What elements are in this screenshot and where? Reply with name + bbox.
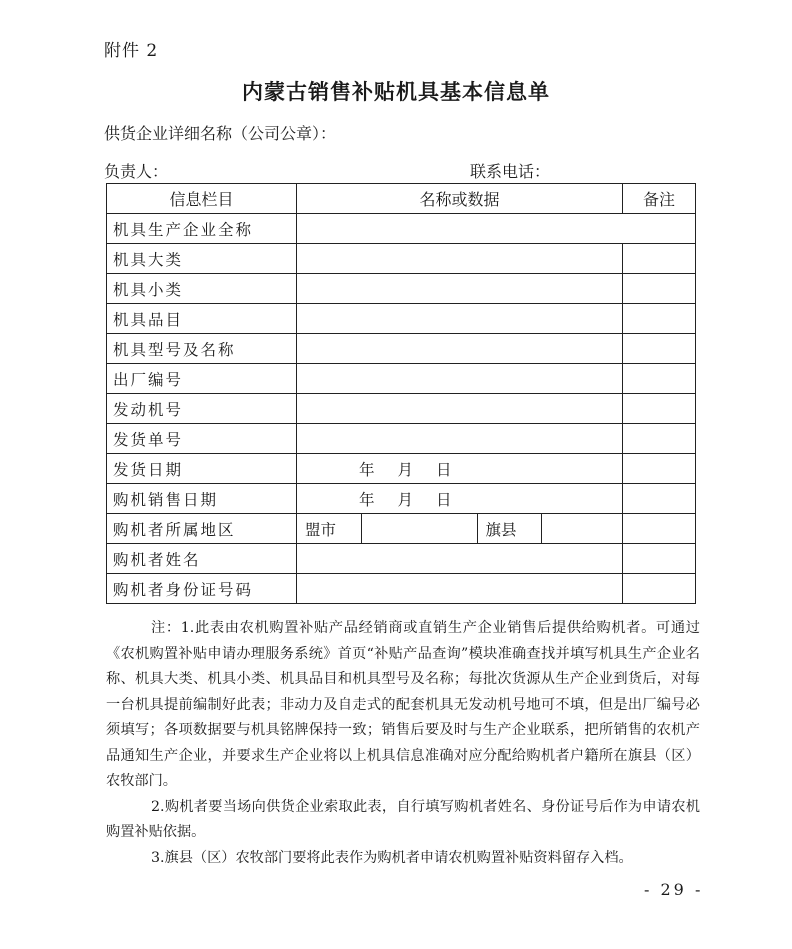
ship-date-field[interactable] bbox=[297, 454, 623, 484]
region-cell bbox=[297, 514, 623, 544]
row-label: 购机者所属地区 bbox=[107, 514, 297, 544]
value-cell[interactable] bbox=[297, 274, 623, 304]
row-label: 出厂编号 bbox=[107, 364, 297, 394]
table-row bbox=[107, 364, 696, 394]
header-info-column: 信息栏目 bbox=[107, 184, 297, 214]
table-row bbox=[107, 274, 696, 304]
table-row bbox=[107, 424, 696, 454]
value-cell[interactable] bbox=[297, 424, 623, 454]
value-cell[interactable] bbox=[297, 364, 623, 394]
table-row bbox=[107, 244, 696, 274]
value-cell[interactable] bbox=[297, 574, 623, 604]
day-label: 日 bbox=[436, 460, 453, 479]
value-cell[interactable] bbox=[297, 394, 623, 424]
remark-cell[interactable] bbox=[623, 484, 696, 514]
remark-cell[interactable] bbox=[623, 394, 696, 424]
day-label: 日 bbox=[436, 490, 453, 509]
month-label: 月 bbox=[397, 490, 415, 509]
table-row bbox=[107, 214, 696, 244]
row-label: 购机者身份证号码 bbox=[107, 574, 297, 604]
row-label: 发货单号 bbox=[107, 424, 297, 454]
table-row bbox=[107, 394, 696, 424]
remark-cell[interactable] bbox=[623, 574, 696, 604]
page-number: - 29 - bbox=[644, 880, 704, 899]
header-remark-column: 备注 bbox=[623, 184, 696, 214]
table-row bbox=[107, 334, 696, 364]
row-label: 机具品目 bbox=[107, 304, 297, 334]
banner-county-label: 旗县 bbox=[477, 514, 541, 543]
league-city-label: 盟市 bbox=[297, 514, 361, 543]
note-1: 注：1.此表由农机购置补贴产品经销商或直销生产企业销售后提供给购机者。可通过《农机购置补贴申请办理服务系统》首页“补贴产品查询”模块准确查找并填写机具生产企业名称、机具大类、机具小类、机具品目和机具型号及名称；每批次货源从生产企业到货后，对每一台机具提前编制好此表；非动力及自走式的配套机具无发动机号地可不填，但是出厂编号必须填写；各项数据要与机具铭牌保持一致；销售后要及时与生产企业联系，把所销售的农机产品通知生产企业，并要求生产企业将以上机具信息准确对应分配给购机者户籍所在旗县（区）农牧部门。 bbox=[106, 620, 700, 789]
attachment-label: 附件 2 bbox=[104, 41, 159, 61]
value-cell[interactable] bbox=[297, 544, 623, 574]
note-2: 2.购机者要当场向供货企业索取此表，自行填写购机者姓名、身份证号后作为申请农机购置补贴依据。 bbox=[106, 798, 700, 840]
remark-cell[interactable] bbox=[623, 514, 696, 544]
year-label: 年 bbox=[359, 460, 376, 479]
row-label: 购机销售日期 bbox=[107, 484, 297, 514]
notes-section bbox=[106, 616, 700, 871]
remark-cell[interactable] bbox=[623, 274, 696, 304]
table-row bbox=[107, 304, 696, 334]
responsible-label: 负责人： bbox=[104, 162, 169, 181]
phone-label: 联系电话： bbox=[470, 162, 551, 181]
remark-cell[interactable] bbox=[623, 454, 696, 484]
value-cell[interactable] bbox=[297, 244, 623, 274]
region-subtable bbox=[297, 514, 623, 543]
info-table bbox=[106, 183, 696, 604]
table-row bbox=[107, 514, 696, 544]
remark-cell[interactable] bbox=[623, 304, 696, 334]
page-title: 内蒙古销售补贴机具基本信息单 bbox=[242, 80, 550, 104]
note-3: 3.旗县（区）农牧部门要将此表作为购机者申请农机购置补贴资料留存入档。 bbox=[151, 849, 633, 866]
header-value-column: 名称或数据 bbox=[297, 184, 623, 214]
banner-county-field[interactable] bbox=[541, 514, 623, 543]
remark-cell[interactable] bbox=[623, 244, 696, 274]
table-header-row bbox=[107, 184, 696, 214]
row-label: 发货日期 bbox=[107, 454, 297, 484]
row-label: 购机者姓名 bbox=[107, 544, 297, 574]
row-label: 发动机号 bbox=[107, 394, 297, 424]
row-label: 机具生产企业全称 bbox=[107, 214, 297, 244]
table-row bbox=[107, 574, 696, 604]
remark-cell[interactable] bbox=[623, 334, 696, 364]
row-label: 机具大类 bbox=[107, 244, 297, 274]
remark-cell[interactable] bbox=[623, 364, 696, 394]
sale-date-field[interactable] bbox=[297, 484, 623, 514]
value-cell[interactable] bbox=[297, 214, 696, 244]
remark-cell[interactable] bbox=[623, 544, 696, 574]
table-row bbox=[107, 544, 696, 574]
table-row bbox=[107, 454, 696, 484]
supplier-label: 供货企业详细名称（公司公章）： bbox=[104, 124, 337, 143]
row-label: 机具小类 bbox=[107, 274, 297, 304]
league-city-field[interactable] bbox=[361, 514, 477, 543]
month-label: 月 bbox=[397, 460, 415, 479]
value-cell[interactable] bbox=[297, 304, 623, 334]
year-label: 年 bbox=[359, 490, 376, 509]
table-row bbox=[107, 484, 696, 514]
value-cell[interactable] bbox=[297, 334, 623, 364]
remark-cell[interactable] bbox=[623, 424, 696, 454]
row-label: 机具型号及名称 bbox=[107, 334, 297, 364]
